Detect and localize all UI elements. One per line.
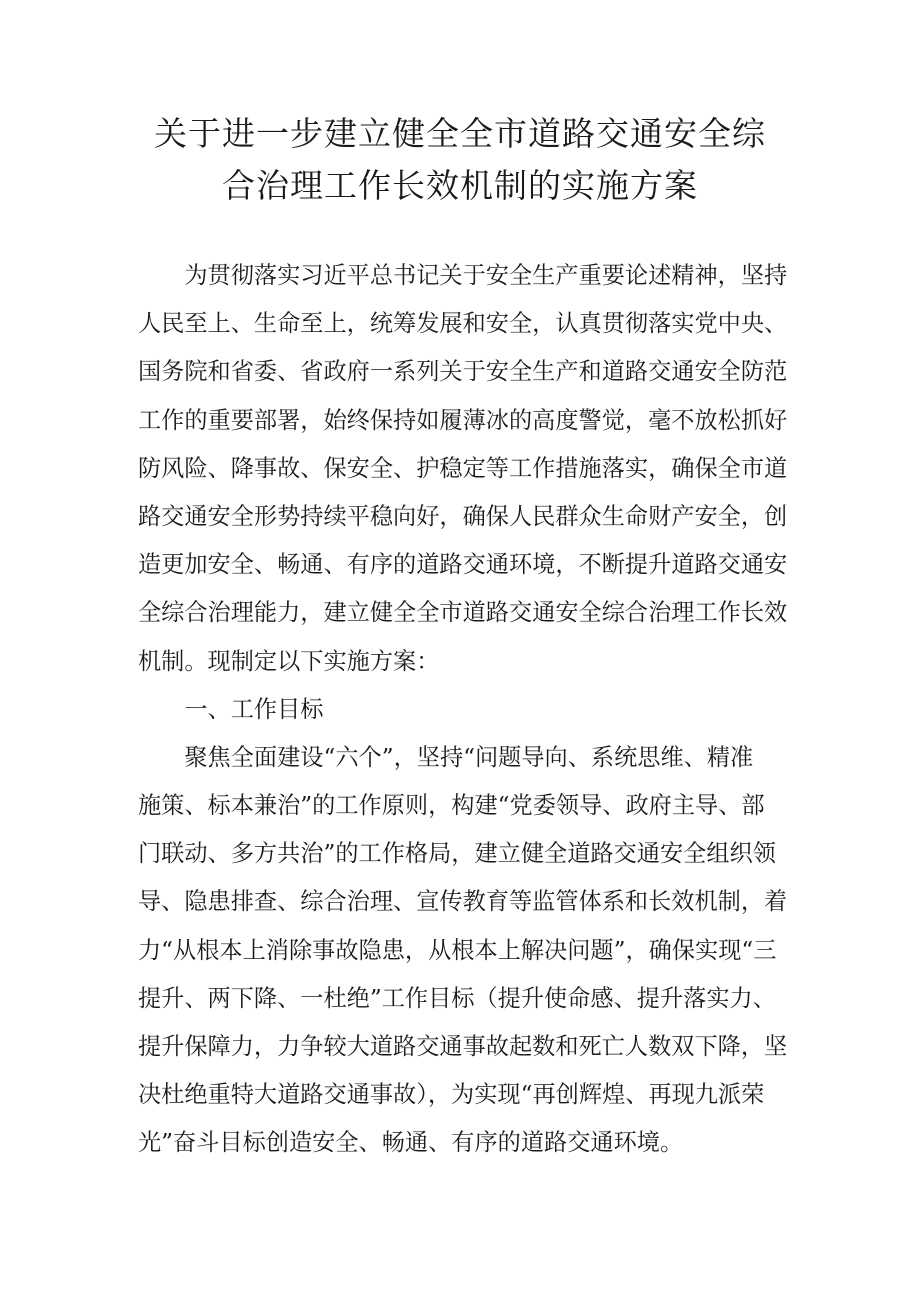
body-line: 决杜绝重特大道路交通事故），为实现“再创辉煌、再现九派荣 [138,1081,765,1109]
body-line: 机制。现制定以下实施方案： [138,647,440,675]
body-line: 人民至上、生命至上，统筹发展和安全，认真贯彻落实党中央、 [138,310,788,338]
body-line: 力“从根本上消除事故隐患，从根本上解决问题”，确保实现“三 [138,936,777,964]
document-title [0,108,920,212]
section-heading: 一、工作目标 [138,695,324,723]
body-line: 导、隐患排查、综合治理、宣传教育等监管体系和长效机制，着 [138,888,788,916]
body-line: 为贯彻落实习近平总书记关于安全生产重要论述精神，坚持 [138,262,788,289]
body-line: 聚焦全面建设“六个”，坚持“问题导向、系统思维、精准 [138,743,754,771]
title-line: 关于进一步建立健全全市道路交通安全综 [154,114,766,153]
body-line: 门联动、多方共治”的工作格局，建立健全道路交通安全组织领 [138,840,776,868]
body-line: 全综合治理能力，建立健全全市道路交通安全综合治理工作长效 [138,599,788,627]
body-line: 防风险、降事故、保安全、护稳定等工作措施落实，确保全市道 [138,454,788,482]
body-line: 工作的重要部署，始终保持如履薄冰的高度警觉，毫不放松抓好 [138,406,788,434]
body-line: 提升保障力，力争较大道路交通事故起数和死亡人数双下降，坚 [138,1033,788,1060]
body-line: 造更加安全、畅通、有序的道路交通环境，不断提升道路交通安 [138,551,788,579]
body-line: 光”奋斗目标创造安全、畅通、有序的道路交通环境。 [138,1129,684,1157]
body-line: 国务院和省委、省政府一系列关于安全生产和道路交通安全防范 [138,358,788,386]
body-line: 施策、标本兼治”的工作原则，构建“党委领导、政府主导、部 [138,792,765,820]
body-line: 路交通安全形势持续平稳向好，确保人民群众生命财产安全，创 [138,502,788,530]
document-body [138,252,818,1168]
title-line: 合治理工作长效机制的实施方案 [222,166,698,205]
body-line: 提升、两下降、一杜绝”工作目标（提升使命感、提升落实力、 [138,984,776,1012]
